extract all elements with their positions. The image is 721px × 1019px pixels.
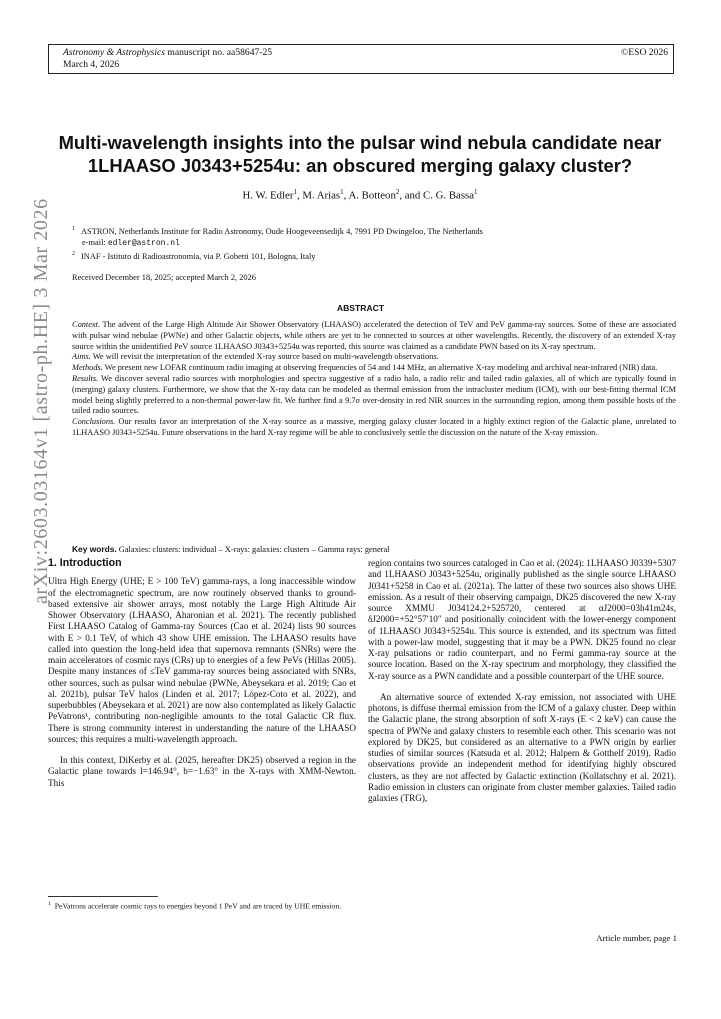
abstract-aims <box>72 352 676 363</box>
footnote-divider <box>48 896 158 897</box>
header-left <box>63 47 272 71</box>
footnote-number: 1 <box>48 901 51 907</box>
keywords-text: Galaxies: clusters: individual – X-rays: galaxies: clusters – Gamma rays: general <box>116 545 390 554</box>
context-text: The advent of the Large High Altitude Air Shower Observatory (LHAASO) accelerated the detection of TeV and PeV gamma-ray sources. Some of these are associated with pulsar wind nebulae (PWNe) and other Galactic objects, while others are yet to be connected to sources at other wavelengths. Recently, the discovery of an extended X-ray source within the unidentified PeV source 1LHAASO J0343+5254u was reported, this source was claimed as a candidate PWN based on its X-ray spectrum. <box>72 320 676 351</box>
abstract-body <box>72 320 676 439</box>
footnote-text: PeVatrons accelerate cosmic rays to energies beyond 1 PeV and are traced by UHE emission. <box>54 901 342 911</box>
affiliation-item <box>72 249 672 262</box>
paper-title: Multi-wavelength insights into the pulsar wind nebula candidate near 1LHAASO J0343+5254u: an obscured merging galaxy cluster? <box>58 132 662 176</box>
aims-label: Aims. <box>72 352 91 362</box>
email-line <box>72 237 672 249</box>
author-list <box>40 188 680 202</box>
email-address[interactable]: edler@astron.nl <box>107 238 180 248</box>
author-affil-mark: 1 <box>340 188 344 196</box>
page-footer: Article number, page 1 <box>596 933 677 943</box>
received-dates: Received December 18, 2025; accepted March 2, 2026 <box>72 273 256 282</box>
manuscript-number: manuscript no. aa58647-25 <box>164 47 273 58</box>
methods-text: We present new LOFAR continuum radio imaging at observing frequencies of 54 and 144 MHz, an alternative X-ray modeling and archival near-infrared (NIR) data. <box>102 363 658 373</box>
intro-paragraph-2: In this context, DiKerby et al. (2025, hereafter DK25) observed a region in the Galactic plane towards l=146.94°, b=−1.63° in the X-rays with XMM-Newton. This <box>48 755 356 788</box>
author-affil-mark: 1 <box>293 188 297 196</box>
author-separator: , <box>343 189 349 202</box>
journal-name: Astronomy & Astrophysics <box>63 47 165 58</box>
abstract-methods <box>72 363 676 374</box>
conclusions-text: Our results favor an interpretation of the X-ray source as a massive, merging galaxy cluster located in a highly extinct region of the Galactic plane, unrelated to 1LHAASO J0343+5254u. Future observations in the hard X-ray regime will be able to conclusively settle the discussion on the nature of the X-ray emission. <box>72 417 676 437</box>
affiliation-number: 1 <box>72 226 75 232</box>
results-text: We discover several radio sources with morphologies and spectra suggestive of a radio halo, a radio relic and tailed radio galaxies, all of which are typically found in (merging) galaxy clusters. Furthermore, we show that the X-ray data can be modeled as thermal emission from the intracluster medium (ICM), with our best-fitting thermal ICM model being slightly preferred to a non-thermal power-law fit. We further find a 9.7σ over-density in red NIR sources in the surrounding region, among them possible hosts of the tailed radio sources. <box>72 373 676 416</box>
methods-label: Methods. <box>72 363 103 373</box>
abstract-context <box>72 320 676 352</box>
aims-text: We will revisit the interpretation of the extended X-ray source based on multi-wavelength observations. <box>90 352 439 362</box>
author-separator: , and <box>399 189 424 202</box>
affiliations <box>72 224 672 262</box>
author-name: C. G. Bassa <box>423 189 475 202</box>
author-affil-mark: 2 <box>395 188 400 196</box>
intro-paragraph-3: region contains two sources cataloged in Cao et al. (2024): 1LHAASO J0339+5307 and 1LHAASO J0343+5254u, originally published as the single source LHAASO J0341+5258 in Cao et al. (2021a). The latter of these two sources also shows UHE emission. As a result of their observing campaign, DK25 discovered the new X-ray source XMMU J034124.2+525720, centered at αJ2000=03h41m24s, δJ2000=+52°57′10″ and positionally coincident with the lower-energy component of 1LHAASO J0343+5254u. This source is extended, and its spectrum was fitted with a power-law model, suggesting that it may be a PWN. DK25 found no clear X-ray pulsations or radio counterpart, and no Fermi gamma-ray source at the source location. Based on the X-ray spectrum and morphology, they classified the X-ray source as a PWN candidate and a possible counterpart of the UHE source. <box>368 558 676 681</box>
email-label: e-mail: <box>82 237 108 247</box>
manuscript-date: March 4, 2026 <box>63 59 120 70</box>
left-column <box>48 558 356 789</box>
arxiv-identifier: arXiv:2603.03164v1 [astro-ph.HE] 3 Mar 2026 <box>30 198 52 604</box>
keywords <box>72 544 676 554</box>
section-heading: 1. Introduction <box>48 557 122 569</box>
abstract-results <box>72 374 676 417</box>
abstract-conclusions <box>72 417 676 439</box>
right-column <box>368 558 676 804</box>
conclusions-label: Conclusions. <box>72 417 116 427</box>
intro-paragraph-4: An alternative source of extended X-ray emission, not associated with UHE photons, is diffuse thermal emission from the ICM of a galaxy cluster. Deep within the Galactic plane, the strong absorption of soft X-rays (E < 2 keV) can cause the spectra of PWNe and galaxy clusters to resemble each other. This scenario was not explored by DK25, but considered as an alternative to a PWN origin by earlier studies of similar sources (Katsuda et al. 2012; Halpern & Gotthelf 2019). Radio observations provide an independent method for identifying highly obscured clusters, as they are not affected by Galactic extinction (Kollatschny et al. 2021). Radio emission in clusters can originate from cluster member galaxies. Tailed radio galaxies (TRG), <box>368 691 676 803</box>
affiliation-item <box>72 224 672 237</box>
keywords-label: Key words. <box>72 544 117 554</box>
author-name: M. Arias <box>302 189 341 202</box>
author-separator: , <box>296 189 303 202</box>
intro-paragraph-1: Ultra High Energy (UHE; E > 100 TeV) gamma-rays, a long inaccessible window of the electromagnetic spectrum, are now routinely observed thanks to ground-based extensive air shower arrays, most notably the Large High Altitude Air Shower Observatory (LHAASO, Aharonian et al. 2021). The recently published First LHAASO Catalog of Gamma-ray Sources (Cao et al. 2024) lists 90 sources with E > 0.1 TeV, of which 43 show UHE emission. The LHAASO results have called into question the long-held idea that supernova remnants (SNRs) were the main accelerators of cosmic rays (CRs) up to energies of a few PeVs (Hillas 2005). Despite many instances of ≤TeV gamma-ray sources being associated with SNRs, other sources, such as pulsar wind nebulae (PWNe, Abeysekara et al. 2019; Cao et al. 2021b), pulsar TeV halos (Linden et al. 2017; López-Coto et al. 2022), and superbubbles (Abeysekara et al. 2021) are now also contemplated as likely Galactic PeVatrons¹, contributing non-negligible amounts to the total Galactic CR flux. There is strong community interest in understanding the nature of the LHAASO sources; this requires a multi-wavelength approach. <box>48 576 356 744</box>
results-label: Results. <box>72 373 99 383</box>
context-label: Context. <box>72 320 101 329</box>
copyright: ©ESO 2026 <box>621 47 668 58</box>
manuscript-header <box>48 44 674 74</box>
affiliation-text: ASTRON, Netherlands Institute for Radio Astronomy, Oude Hoogeveensedijk 4, 7991 PD Dwingeloo, The Netherlands <box>81 226 483 236</box>
affiliation-text: INAF - Istituto di Radioastronomia, via P. Gobetti 101, Bologna, Italy <box>81 251 316 261</box>
footnote <box>48 899 356 912</box>
affiliation-number: 2 <box>72 250 75 257</box>
author-affil-mark: 1 <box>474 188 478 196</box>
abstract-heading: ABSTRACT <box>336 303 385 313</box>
author-name: A. Botteon <box>348 189 396 202</box>
author-name: H. W. Edler <box>242 189 294 202</box>
